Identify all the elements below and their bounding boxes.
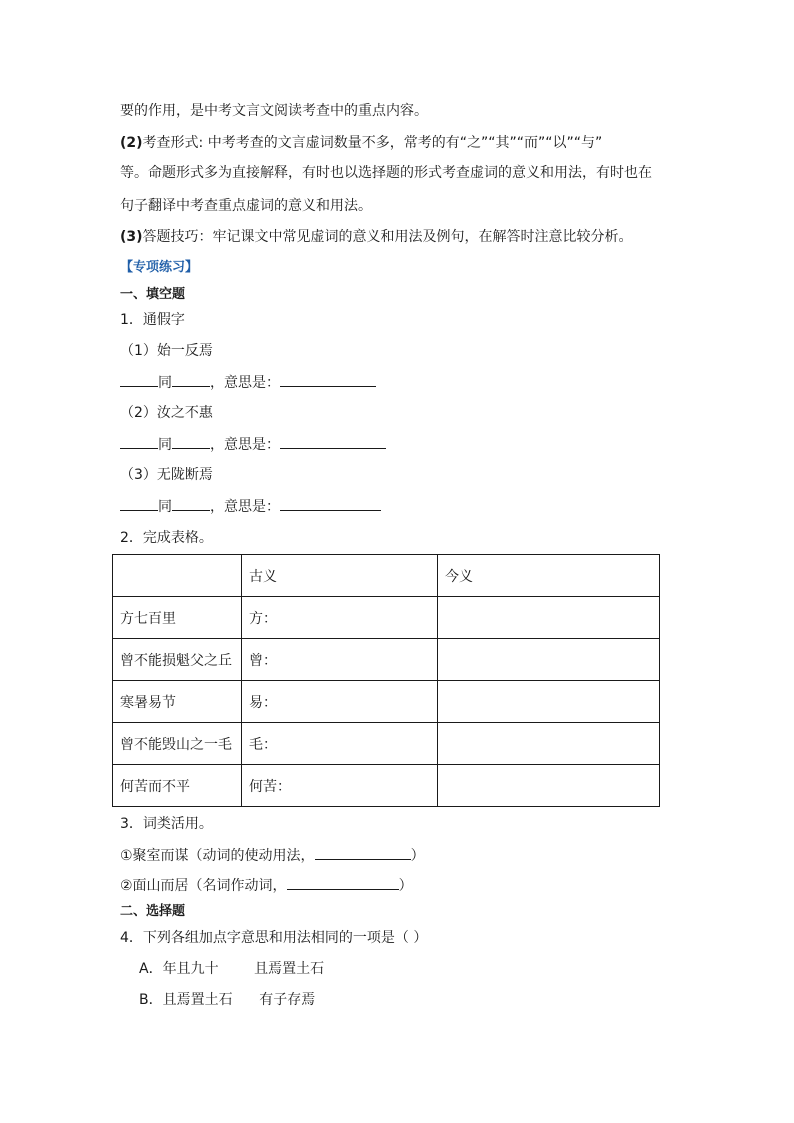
q1-item-2-prompt: （2）汝之不惠 [120, 405, 213, 421]
answer-blank[interactable] [287, 875, 399, 890]
intro-line-4: 句子翻译中考查重点虚词的意义和用法。 [120, 198, 372, 214]
table-cell-ancient-meaning[interactable]: 毛： [242, 723, 438, 765]
table-cell-phrase: 寒暑易节 [113, 681, 242, 723]
table-row [113, 765, 660, 807]
question-1-title: 1．通假字 [120, 312, 185, 328]
table-cell-modern-meaning[interactable] [438, 681, 660, 723]
meaning-label: ，意思是： [210, 375, 280, 391]
answer-blank[interactable] [172, 434, 210, 449]
table-cell-ancient-meaning[interactable]: 何苦： [242, 765, 438, 807]
table-row [113, 639, 660, 681]
q1-item-1-answer-line [120, 372, 376, 393]
close-paren: ） [398, 878, 413, 894]
table-header-cell [113, 555, 242, 597]
section-heading-fill-blank: 一、填空题 [120, 287, 186, 302]
table-cell-ancient-meaning[interactable]: 曾： [242, 639, 438, 681]
close-paren: ） [410, 848, 425, 864]
table-header-cell: 古义 [242, 555, 438, 597]
q3-item-1-text: ①聚室而谋（动词的使动用法， [120, 848, 315, 864]
question-3-title: 3．词类活用。 [120, 816, 213, 832]
vocabulary-table [112, 554, 660, 807]
table-cell-modern-meaning[interactable] [438, 639, 660, 681]
table-cell-phrase: 曾不能损魁父之丘 [113, 639, 242, 681]
q3-item-1 [120, 845, 425, 866]
item-number: (2) [120, 135, 143, 151]
answer-blank[interactable] [280, 496, 381, 511]
same-as-label: 同 [158, 499, 172, 515]
intro-line-2 [120, 133, 602, 153]
intro-line-5 [120, 227, 633, 247]
table-cell-modern-meaning[interactable] [438, 765, 660, 807]
answer-blank[interactable] [172, 496, 210, 511]
same-as-label: 同 [158, 437, 172, 453]
practice-heading: 【专项练习】 [120, 260, 199, 275]
table-cell-modern-meaning[interactable] [438, 597, 660, 639]
answer-blank[interactable] [120, 496, 158, 511]
item-number: (3) [120, 229, 143, 245]
table-cell-modern-meaning[interactable] [438, 723, 660, 765]
q4-option-a[interactable]: A．年且九十 且焉置土石 [139, 961, 325, 977]
intro-line-3: 等。命题形式多为直接解释，有时也以选择题的形式考查虚词的意义和用法，有时也在 [120, 165, 652, 181]
q3-item-2 [120, 875, 413, 896]
question-4-title: 4．下列各组加点字意思和用法相同的一项是（ ） [120, 930, 428, 946]
intro-line-1: 要的作用，是中考文言文阅读考查中的重点内容。 [120, 103, 428, 119]
same-as-label: 同 [158, 375, 172, 391]
table-header-cell: 今义 [438, 555, 660, 597]
meaning-label: ，意思是： [210, 499, 280, 515]
table-cell-ancient-meaning[interactable]: 易： [242, 681, 438, 723]
q1-item-1-prompt: （1）始一反焉 [120, 343, 213, 359]
question-2-title: 2．完成表格。 [120, 530, 213, 546]
meaning-label: ，意思是： [210, 437, 280, 453]
q1-item-3-answer-line [120, 496, 381, 517]
answer-blank[interactable] [120, 372, 158, 387]
table-cell-phrase: 何苦而不平 [113, 765, 242, 807]
q3-item-2-text: ②面山而居（名词作动词， [120, 878, 287, 894]
section-heading-multiple-choice: 二、选择题 [120, 904, 186, 919]
answer-blank[interactable] [172, 372, 210, 387]
answer-blank[interactable] [120, 434, 158, 449]
answer-blank[interactable] [315, 845, 411, 860]
table-cell-phrase: 曾不能毁山之一毛 [113, 723, 242, 765]
intro-text: 答题技巧：牢记课文中常见虚词的意义和用法及例句，在解答时注意比较分析。 [142, 229, 633, 245]
intro-text: 考查形式: 中考考查的文言虚词数量不多，常考的有“之”“其”“而”“以”“与” [142, 135, 603, 151]
table-cell-phrase: 方七百里 [113, 597, 242, 639]
table-header-row [113, 555, 660, 597]
q1-item-2-answer-line [120, 434, 386, 455]
q4-option-b[interactable]: B．且焉置土石 有子存焉 [139, 992, 316, 1008]
answer-blank[interactable] [280, 434, 386, 449]
table-cell-ancient-meaning[interactable]: 方： [242, 597, 438, 639]
q1-item-3-prompt: （3）无陇断焉 [120, 467, 213, 483]
table-row [113, 597, 660, 639]
table-row [113, 681, 660, 723]
answer-blank[interactable] [280, 372, 376, 387]
table-row [113, 723, 660, 765]
